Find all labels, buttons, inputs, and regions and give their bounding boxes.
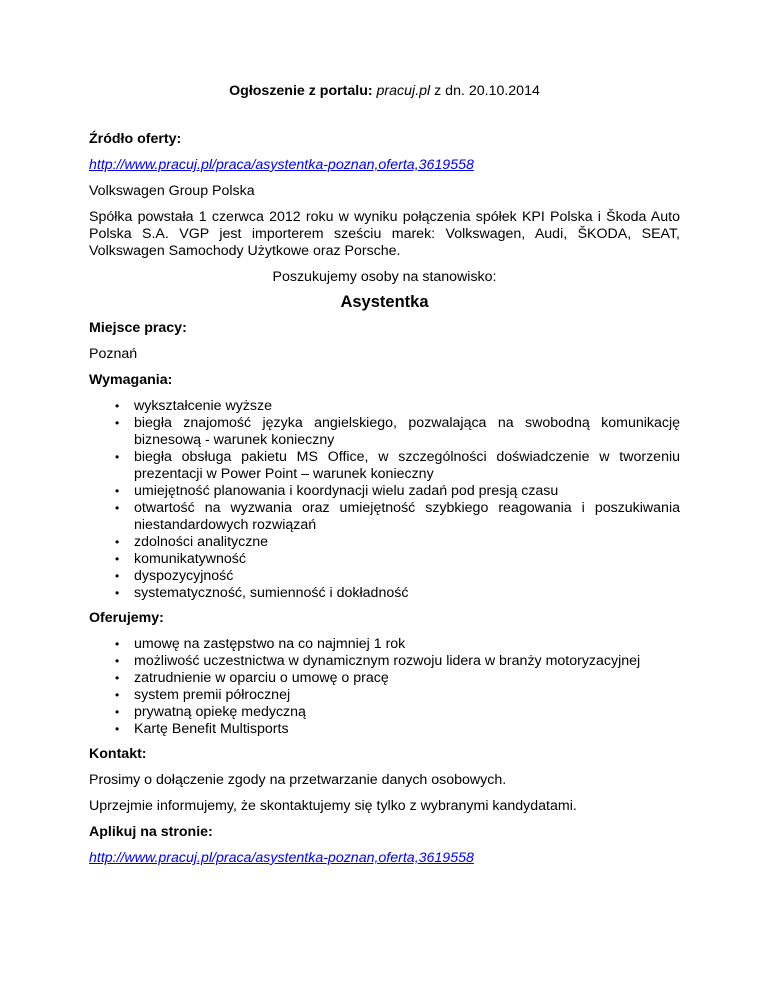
bullet-icon: •: [115, 569, 120, 583]
list-item-text: prywatną opiekę medyczną: [134, 704, 306, 720]
list-item-text: systematyczność, sumienność i dokładność: [134, 585, 409, 601]
offer-list: [89, 636, 680, 738]
list-item: [89, 500, 680, 534]
requirements-label: Wymagania:: [89, 372, 173, 388]
list-item: [89, 636, 680, 653]
list-item-text: system premii półrocznej: [134, 687, 291, 703]
bullet-icon: •: [115, 450, 120, 464]
contact-label: Kontakt:: [89, 746, 147, 762]
bullet-icon: •: [115, 416, 120, 430]
list-item: [89, 585, 680, 602]
apply-link[interactable]: http://www.pracuj.pl/praca/asystentka-poznan,oferta,3619558: [89, 850, 474, 866]
list-item-text: umiejętność planowania i koordynacji wielu zadań pod presją czasu: [134, 483, 559, 499]
contact-consent: Prosimy o dołączenie zgody na przetwarzanie danych osobowych.: [89, 772, 507, 788]
header-suffix: z dn. 20.10.2014: [434, 83, 540, 99]
list-item: [89, 483, 680, 500]
contact-notice: Uprzejmie informujemy, że skontaktujemy się tylko z wybranymi kandydatami.: [89, 798, 577, 814]
list-item: [89, 721, 680, 738]
source-label: Źródło oferty:: [89, 131, 182, 147]
list-item-text: biegła znajomość języka angielskiego, pozwalająca na swobodną komunikację biznesową - warunek konieczny: [134, 415, 680, 448]
position-title: Asystentka: [340, 293, 429, 311]
company-name: Volkswagen Group Polska: [89, 183, 255, 199]
list-item-text: Kartę Benefit Multisports: [134, 721, 289, 737]
list-item: [89, 551, 680, 568]
bullet-icon: •: [115, 399, 120, 413]
list-item-text: otwartość na wyzwania oraz umiejętność szybkiego reagowania i poszukiwania niestandardowych rozwiązań: [134, 500, 680, 533]
list-item-text: zatrudnienie w oparciu o umowę o pracę: [134, 670, 389, 686]
list-item: [89, 568, 680, 585]
list-item: [89, 534, 680, 551]
bullet-icon: •: [115, 637, 120, 651]
location-value: Poznań: [89, 346, 138, 362]
intro-text: Poszukujemy osoby na stanowisko:: [272, 269, 497, 285]
requirements-list: [89, 398, 680, 602]
list-item-text: wykształcenie wyższe: [134, 398, 272, 414]
list-item-text: możliwość uczestnictwa w dynamicznym rozwoju lidera w branży motoryzacyjnej: [134, 653, 641, 669]
bullet-icon: •: [115, 535, 120, 549]
list-item-text: komunikatywność: [134, 551, 246, 567]
list-item: [89, 687, 680, 704]
list-item: [89, 653, 680, 670]
list-item: [89, 415, 680, 449]
bullet-icon: •: [115, 705, 120, 719]
list-item-text: umowę na zastępstwo na co najmniej 1 rok: [134, 636, 406, 652]
list-item: [89, 398, 680, 415]
list-item-text: zdolności analityczne: [134, 534, 269, 550]
source-link[interactable]: http://www.pracuj.pl/praca/asystentka-poznan,oferta,3619558: [89, 157, 474, 173]
bullet-icon: •: [115, 688, 120, 702]
apply-label: Aplikuj na stronie:: [89, 824, 213, 840]
list-item: [89, 704, 680, 721]
bullet-icon: •: [115, 501, 120, 515]
list-item-text: dyspozycyjność: [134, 568, 234, 584]
offer-label: Oferujemy:: [89, 610, 164, 626]
list-item: [89, 670, 680, 687]
list-item-text: biegła obsługa pakietu MS Office, w szczególności doświadczenie w tworzeniu prezentacji w Power Point – warunek konieczny: [134, 449, 680, 482]
header-prefix: Ogłoszenie z portalu:: [229, 83, 373, 99]
bullet-icon: •: [115, 586, 120, 600]
bullet-icon: •: [115, 484, 120, 498]
company-description: Spółka powstała 1 czerwca 2012 roku w wyniku połączenia spółek KPI Polska i Škoda Auto Polska S.A. VGP jest importerem sześciu marek: Volkswagen, Audi, ŠKODA, SEAT, Volkswagen Samochody Użytkowe oraz Porsche.: [89, 209, 680, 259]
bullet-icon: •: [115, 654, 120, 668]
bullet-icon: •: [115, 671, 120, 685]
header-portal: pracuj.pl: [376, 83, 431, 99]
list-item: [89, 449, 680, 483]
location-label: Miejsce pracy:: [89, 320, 187, 336]
bullet-icon: •: [115, 722, 120, 736]
bullet-icon: •: [115, 552, 120, 566]
document-header: [89, 83, 680, 100]
